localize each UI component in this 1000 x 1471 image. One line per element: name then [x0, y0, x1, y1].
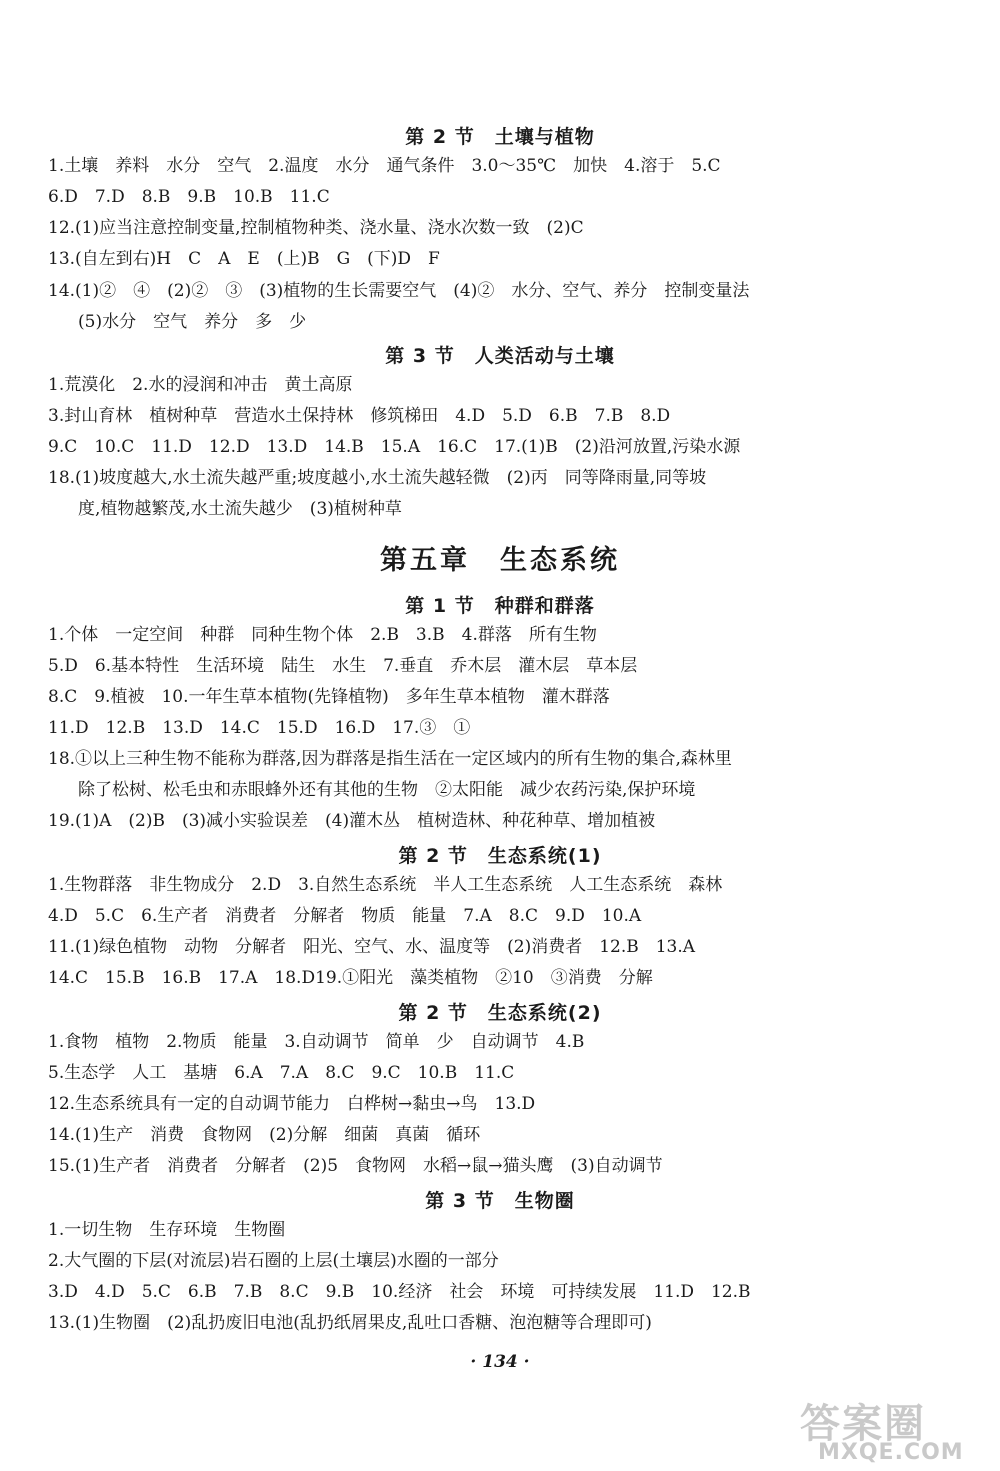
answer-line: (5)水分 空气 养分 多 少 — [78, 312, 307, 332]
answer-line: 13.(1)生物圈 (2)乱扔废旧电池(乱扔纸屑果皮,乱吐口香糖、泡泡糖等合理即可) — [48, 1313, 652, 1333]
answer-line: 5.D 6.基本特性 生活环境 陆生 水生 7.垂直 乔木层 灌木层 草本层 — [48, 656, 638, 676]
answer-line: 2.大气圈的下层(对流层)岩石圈的上层(土壤层)水圈的一部分 — [48, 1251, 499, 1271]
answer-line: 8.C 9.植被 10.一年生草本植物(先锋植物) 多年生草本植物 灌木群落 — [48, 687, 610, 707]
answer-line: 13.(自左到右)H C A E (上)B G (下)D F — [48, 249, 440, 269]
answer-line: 4.D 5.C 6.生产者 消费者 分解者 物质 能量 7.A 8.C 9.D 10.A — [48, 906, 642, 926]
section-title-population-community: 第 1 节 种群和群落 — [405, 595, 595, 617]
answer-line: 1.一切生物 生存环境 生物圈 — [48, 1220, 286, 1240]
answer-line: 19.(1)A (2)B (3)减小实验误差 (4)灌木丛 植树造林、种花种草、增加植被 — [48, 811, 656, 831]
answer-line: 18.①以上三种生物不能称为群落,因为群落是指生活在一定区域内的所有生物的集合,森林里 — [48, 749, 732, 769]
answer-line: 5.生态学 人工 基塘 6.A 7.A 8.C 9.C 10.B 11.C — [48, 1063, 515, 1083]
watermark-url: MXQE.COM — [818, 1440, 964, 1465]
answer-line: 18.(1)坡度越大,水土流失越严重;坡度越小,水土流失越轻微 (2)丙 同等降雨量,同等坡 — [48, 468, 707, 488]
answer-line: 14.C 15.B 16.B 17.A 18.D19.①阳光 藻类植物 ②10 ③消费 分解 — [48, 968, 653, 988]
answer-line: 12.生态系统具有一定的自动调节能力 白桦树→黏虫→鸟 13.D — [48, 1094, 536, 1114]
page-number: · 134 · — [470, 1352, 530, 1372]
answer-line: 6.D 7.D 8.B 9.B 10.B 11.C — [48, 187, 330, 207]
watermark-text: 答案圈 — [800, 1401, 926, 1447]
section-title-human-soil: 第 3 节 人类活动与土壤 — [385, 345, 615, 367]
answer-line: 1.生物群落 非生物成分 2.D 3.自然生态系统 半人工生态系统 人工生态系统 森林 — [48, 875, 723, 895]
answer-line: 11.(1)绿色植物 动物 分解者 阳光、空气、水、温度等 (2)消费者 12.B 13.A — [48, 937, 696, 957]
chapter-title: 第五章 生态系统 — [380, 545, 620, 576]
section-title-ecosystem-2: 第 2 节 生态系统(2) — [398, 1002, 602, 1024]
answer-line: 1.土壤 养料 水分 空气 2.温度 水分 通气条件 3.0～35℃ 加快 4.溶于 5.C — [48, 156, 721, 176]
section-title-biosphere: 第 3 节 生物圈 — [425, 1190, 575, 1212]
answer-line: 14.(1)生产 消费 食物网 (2)分解 细菌 真菌 循环 — [48, 1125, 481, 1145]
answer-line: 12.(1)应当注意控制变量,控制植物种类、浇水量、浇水次数一致 (2)C — [48, 218, 584, 238]
answer-line: 3.封山育林 植树种草 营造水土保持林 修筑梯田 4.D 5.D 6.B 7.B 8.D — [48, 406, 671, 426]
section-title-ecosystem-1: 第 2 节 生态系统(1) — [398, 845, 602, 867]
answer-line: 15.(1)生产者 消费者 分解者 (2)5 食物网 水稻→鼠→猫头鹰 (3)自动调节 — [48, 1156, 663, 1176]
answer-line: 1.食物 植物 2.物质 能量 3.自动调节 简单 少 自动调节 4.B — [48, 1032, 585, 1052]
answer-line: 除了松树、松毛虫和赤眼蜂外还有其他的生物 ②太阳能 减少农药污染,保护环境 — [78, 780, 696, 800]
answer-line: 9.C 10.C 11.D 12.D 13.D 14.B 15.A 16.C 17.(1)B (2)沿河放置,污染水源 — [48, 437, 741, 457]
section-title-soil-plants: 第 2 节 土壤与植物 — [405, 126, 595, 148]
answer-line: 度,植物越繁茂,水土流失越少 (3)植树种草 — [78, 499, 402, 519]
answer-line: 14.(1)② ④ (2)② ③ (3)植物的生长需要空气 (4)② 水分、空气、养分 控制变量法 — [48, 281, 750, 301]
answer-line: 1.荒漠化 2.水的浸润和冲击 黄土高原 — [48, 375, 353, 395]
answer-line: 11.D 12.B 13.D 14.C 15.D 16.D 17.③ ① — [48, 718, 471, 738]
answer-line: 1.个体 一定空间 种群 同种生物个体 2.B 3.B 4.群落 所有生物 — [48, 625, 597, 645]
watermark-logo — [800, 1392, 995, 1467]
answer-line: 3.D 4.D 5.C 6.B 7.B 8.C 9.B 10.经济 社会 环境 可持续发展 11.D 12.B — [48, 1282, 751, 1302]
